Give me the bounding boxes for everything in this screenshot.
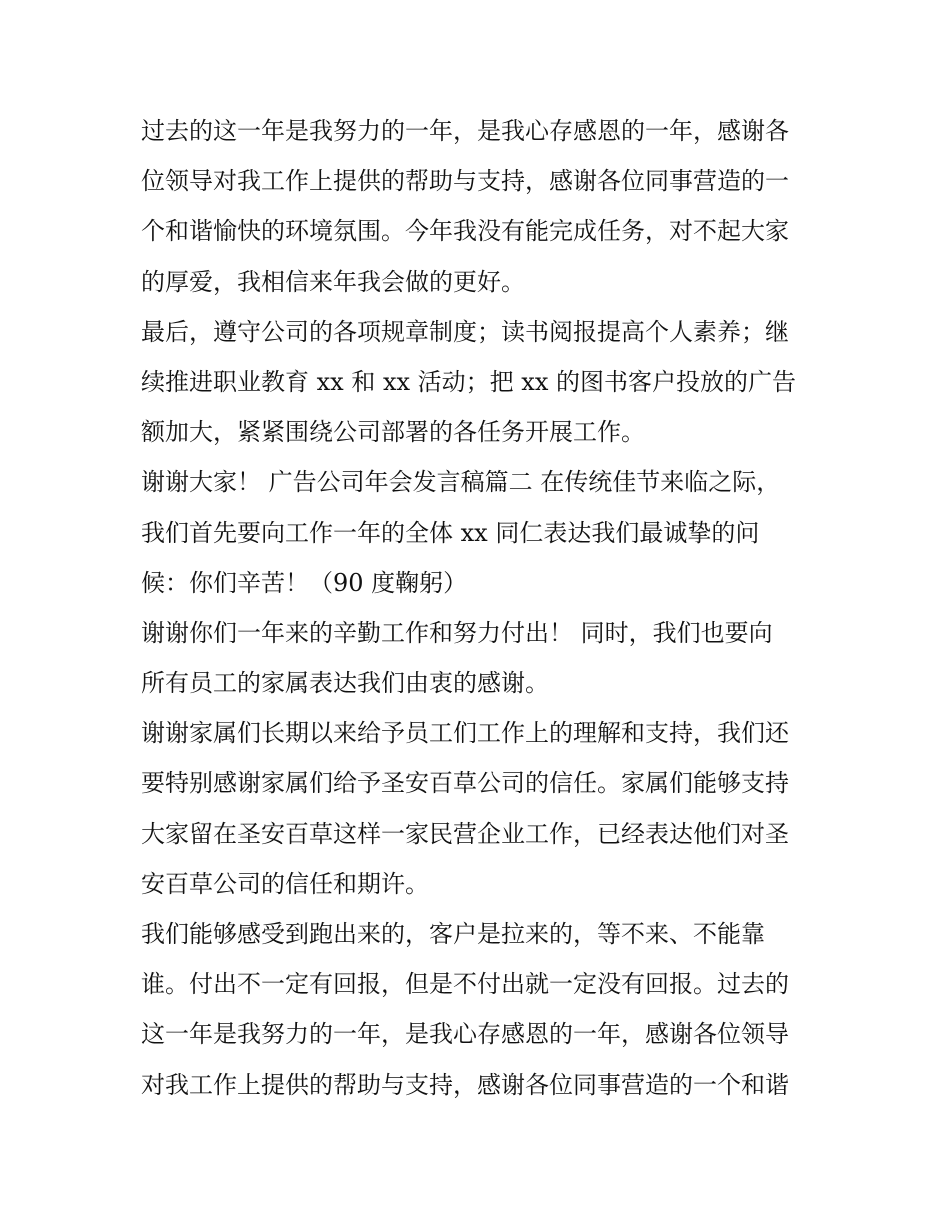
text-line: 谢谢家属们长期以来给予员工们工作上的理解和支持，我们还 [141, 719, 789, 748]
text-line: 大家留在圣安百草这样一家民营企业工作，已经表达他们对圣 [141, 819, 789, 848]
text-line: 额加大，紧紧围绕公司部署的各任务开展工作。 [141, 418, 645, 447]
text-line: 过去的这一年是我努力的一年，是我心存感恩的一年，感谢各 [141, 117, 789, 145]
text-line: 候：你们辛苦！（90 度鞠躬） [141, 568, 468, 597]
text-line: 最后，遵守公司的各项规章制度；读书阅报提高个人素养；继 [141, 317, 789, 346]
text-line: 我们首先要向工作一年的全体 xx 同仁表达我们最诚挚的问 [141, 518, 760, 547]
text-line: 对我工作上提供的帮助与支持，感谢各位同事营造的一个和谐 [141, 1070, 789, 1099]
text-line: 位领导对我工作上提供的帮助与支持，感谢各位同事营造的一 [141, 167, 789, 196]
text-line: 所有员工的家属表达我们由衷的感谢。 [141, 669, 549, 698]
text-line: 谢谢你们一年来的辛勤工作和努力付出！ 同时，我们也要向 [141, 618, 773, 647]
text-line: 要特别感谢家属们给予圣安百草公司的信任。家属们能够支持 [141, 769, 789, 798]
text-line: 的厚爱，我相信来年我会做的更好。 [141, 267, 525, 296]
text-line: 这一年是我努力的一年，是我心存感恩的一年，感谢各位领导 [141, 1020, 789, 1049]
text-line: 我们能够感受到跑出来的，客户是拉来的，等不来、不能靠 [141, 920, 765, 948]
text-line: 续推进职业教育 xx 和 xx 活动；把 xx 的图书客户投放的广告 [141, 367, 796, 396]
text-line: 安百草公司的信任和期许。 [141, 869, 429, 898]
text-line: 谢谢大家！ 广告公司年会发言稿篇二 在传统佳节来临之际， [141, 468, 781, 497]
text-line: 谁。付出不一定有回报，但是不付出就一定没有回报。过去的 [141, 970, 789, 999]
document-body [141, 106, 821, 1110]
text-line: 个和谐愉快的环境氛围。今年我没有能完成任务，对不起大家 [141, 217, 789, 246]
